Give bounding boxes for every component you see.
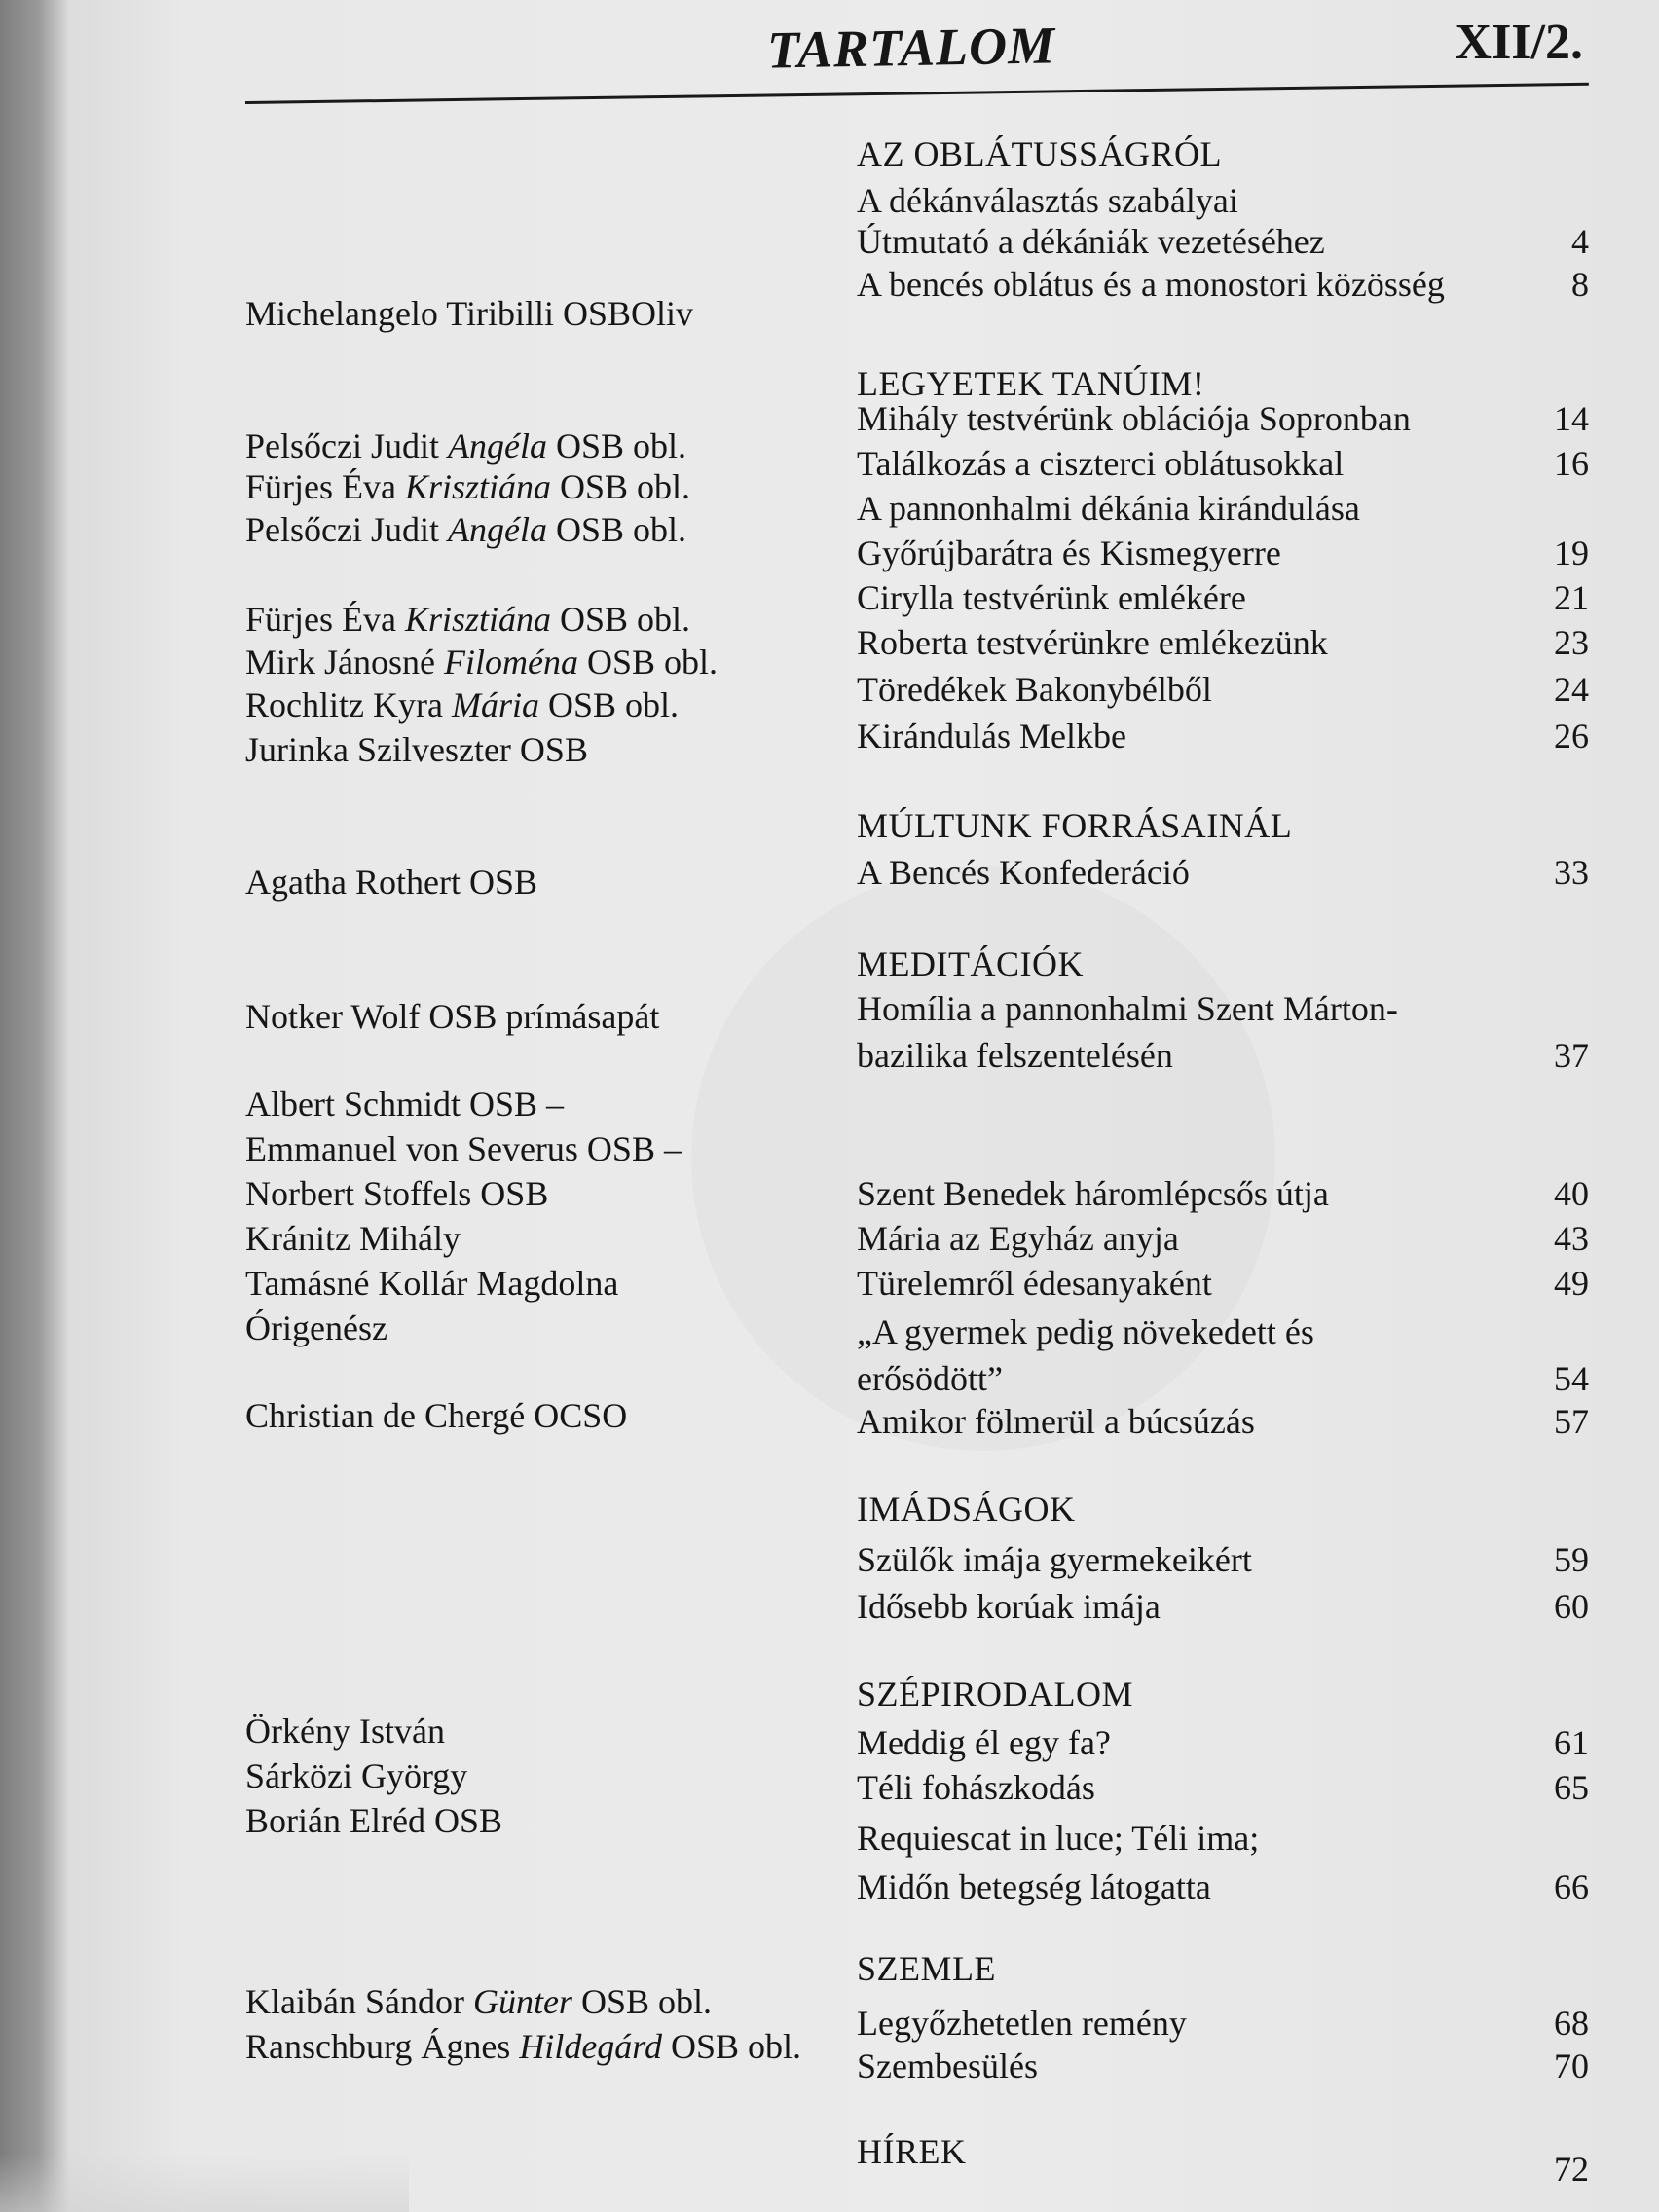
toc-entry-title: Útmutató a dékániák vezetéséhez	[857, 222, 1325, 261]
author-name-part: OSB obl.	[538, 685, 679, 724]
author-name-part: Pelsőczi Judit	[245, 510, 448, 549]
toc-section-heading: AZ OBLÁTUSSÁGRÓL	[857, 134, 1223, 173]
toc-entry-title: „A gyermek pedig növekedett és	[857, 1312, 1314, 1351]
toc-author	[245, 465, 690, 508]
toc-author	[245, 1980, 712, 2023]
toc-page-number: 59	[1554, 1540, 1589, 1579]
toc-entry-title: Mihály testvérünk oblációja Sopronban	[857, 399, 1411, 438]
author-name-part: OSB obl.	[546, 426, 687, 465]
toc-entry-title: Idősebb korúak imája	[857, 1587, 1161, 1626]
toc-page-number: 37	[1554, 1036, 1589, 1075]
author-religious-name: Mária	[451, 685, 539, 724]
toc-section-heading: MÚLTUNK FORRÁSAINÁL	[857, 806, 1293, 845]
author-name-part: Michelangelo Tiribilli OSBOliv	[245, 294, 694, 333]
author-name-part: Borián Elréd OSB	[245, 1801, 502, 1840]
toc-entry-title: Találkozás a ciszterci oblátusokkal	[857, 444, 1345, 483]
toc-author	[245, 1754, 467, 1797]
toc-page-number: 40	[1554, 1174, 1589, 1213]
author-name-part: Órigenész	[245, 1309, 387, 1347]
toc-page-number: 70	[1554, 2046, 1589, 2085]
author-name-part: Fürjes Éva	[245, 600, 405, 639]
toc-page-number: 57	[1554, 1402, 1589, 1441]
toc-page-number: 60	[1554, 1587, 1589, 1626]
toc-entry-title: Győrújbarátra és Kismegyerre	[857, 534, 1281, 572]
toc-page-number: 33	[1554, 853, 1589, 892]
toc-author	[245, 1394, 627, 1437]
toc-entry-title: Türelemről édesanyaként	[857, 1264, 1212, 1303]
toc-page-number: 14	[1554, 399, 1589, 438]
author-religious-name: Angéla	[447, 426, 547, 465]
author-name-part: Tamásné Kollár Magdolna	[245, 1264, 619, 1303]
author-name-part: Fürjes Éva	[245, 467, 405, 506]
toc-page-number: 19	[1554, 534, 1589, 572]
toc-section-heading: SZÉPIRODALOM	[857, 1675, 1134, 1714]
author-name-part: Pelsőczi Judit	[245, 426, 448, 465]
author-religious-name: Filoména	[443, 643, 578, 682]
toc-author	[245, 1172, 548, 1215]
toc-page-number: 68	[1554, 2004, 1589, 2043]
toc-author	[245, 728, 588, 771]
toc-section-heading: MEDITÁCIÓK	[857, 944, 1084, 983]
toc-author	[245, 861, 537, 903]
toc-page-number: 23	[1554, 623, 1589, 662]
toc-author	[245, 292, 693, 335]
toc-author	[245, 995, 659, 1038]
toc-section-heading: SZEMLE	[857, 1949, 996, 1988]
toc-page-number: 16	[1554, 444, 1589, 483]
author-name-part: Klaibán Sándor	[245, 1982, 473, 2021]
toc-page-number: 24	[1554, 670, 1589, 709]
author-religious-name: Krisztiána	[404, 600, 552, 639]
author-name-part: Norbert Stoffels OSB	[245, 1174, 549, 1213]
toc-entry-title: Mária az Egyház anyja	[857, 1219, 1179, 1258]
toc-author	[245, 1799, 502, 1842]
author-name-part: OSB obl.	[551, 467, 691, 506]
toc-entry-title: A Bencés Konfederáció	[857, 853, 1190, 892]
author-name-part: Agatha Rothert OSB	[245, 863, 537, 902]
toc-author	[245, 1710, 445, 1752]
toc-page-number: 49	[1554, 1264, 1589, 1303]
author-name-part: OSB obl.	[661, 2027, 802, 2066]
toc-entry-title: Meddig él egy fa?	[857, 1723, 1111, 1762]
author-name-part: Rochlitz Kyra	[245, 685, 452, 724]
author-name-part: Örkény István	[245, 1712, 445, 1751]
toc-author	[245, 1262, 618, 1305]
toc-page-number: 4	[1571, 222, 1589, 261]
toc-entry-title: bazilika felszentelésén	[857, 1036, 1173, 1075]
toc-author	[245, 641, 718, 683]
author-religious-name: Angéla	[447, 510, 547, 549]
toc-entry-title: Roberta testvérünkre emlékezünk	[857, 623, 1328, 662]
author-name-part: Mirk Jánosné	[245, 643, 444, 682]
toc-page-number: 21	[1554, 578, 1589, 617]
toc-author	[245, 683, 679, 726]
toc-page-number: 54	[1554, 1359, 1589, 1398]
author-religious-name: Krisztiána	[404, 467, 552, 506]
bottom-shade	[0, 2154, 409, 2212]
toc-section-heading: LEGYETEK TANÚIM!	[857, 364, 1205, 403]
toc-page-number: 72	[1554, 2150, 1589, 2189]
toc-page-number: 26	[1554, 717, 1589, 756]
toc-page-number: 8	[1571, 265, 1589, 304]
toc-entry-title: Homília a pannonhalmi Szent Márton-	[857, 989, 1398, 1028]
author-name-part: Sárközi György	[245, 1756, 468, 1795]
toc-entry-title: Töredékek Bakonybélből	[857, 670, 1212, 709]
toc-entry-title: Legyőzhetetlen remény	[857, 2004, 1187, 2043]
toc-entry-title: Kirándulás Melkbe	[857, 717, 1126, 756]
author-name-part: Christian de Chergé OCSO	[245, 1396, 628, 1435]
toc-entry-title: Szembesülés	[857, 2046, 1038, 2085]
toc-page-number: 43	[1554, 1219, 1589, 1258]
toc-author	[245, 508, 686, 551]
author-religious-name: Hildegárd	[519, 2027, 662, 2066]
toc-entry-title: erősödött”	[857, 1359, 1003, 1398]
author-name-part: Albert Schmidt OSB –	[245, 1085, 565, 1124]
author-name-part: OSB obl.	[546, 510, 687, 549]
author-name-part: Ranschburg Ágnes	[245, 2027, 520, 2066]
toc-author	[245, 2025, 801, 2068]
toc-author	[245, 598, 690, 641]
toc-author	[245, 1127, 682, 1170]
issue-number: XII/2.	[1455, 15, 1583, 70]
toc-author	[245, 1307, 387, 1349]
toc-author	[245, 1083, 564, 1125]
toc-author	[245, 1217, 461, 1260]
page-title: TARTALOM	[766, 16, 1056, 80]
toc-entry-title: Szent Benedek háromlépcsős útja	[857, 1174, 1329, 1213]
author-name-part: OSB obl.	[571, 1982, 712, 2021]
author-name-part: OSB obl.	[577, 643, 719, 682]
toc-entry-title: Amikor fölmerül a búcsúzás	[857, 1402, 1255, 1441]
toc-page-number: 66	[1554, 1867, 1589, 1906]
toc-entry-title: Szülők imája gyermekeikért	[857, 1540, 1252, 1579]
toc-entry-title: Midőn betegség látogatta	[857, 1867, 1211, 1906]
toc-author	[245, 424, 686, 467]
author-name-part: Kránitz Mihály	[245, 1219, 461, 1258]
toc-page-number: 61	[1554, 1723, 1589, 1762]
toc-page-number: 65	[1554, 1768, 1589, 1807]
toc-entry-title: Téli fohászkodás	[857, 1768, 1095, 1807]
toc-section-heading: HÍREK	[857, 2132, 967, 2171]
author-name-part: Emmanuel von Severus OSB –	[245, 1129, 682, 1168]
toc-entry-title: Requiescat in luce; Téli ima;	[857, 1819, 1260, 1858]
toc-entry-title: A bencés oblátus és a monostori közösség	[857, 265, 1445, 304]
author-name-part: Jurinka Szilveszter OSB	[245, 730, 588, 769]
author-religious-name: Günter	[472, 1982, 572, 2021]
author-name-part: OSB obl.	[551, 600, 691, 639]
toc-section-heading: IMÁDSÁGOK	[857, 1490, 1076, 1529]
toc-entry-title: A pannonhalmi dékánia kirándulása	[857, 489, 1360, 528]
author-name-part: Notker Wolf OSB prímásapát	[245, 997, 660, 1036]
toc-entry-title: Cirylla testvérünk emlékére	[857, 578, 1246, 617]
toc-entry-title: A dékánválasztás szabályai	[857, 181, 1238, 220]
